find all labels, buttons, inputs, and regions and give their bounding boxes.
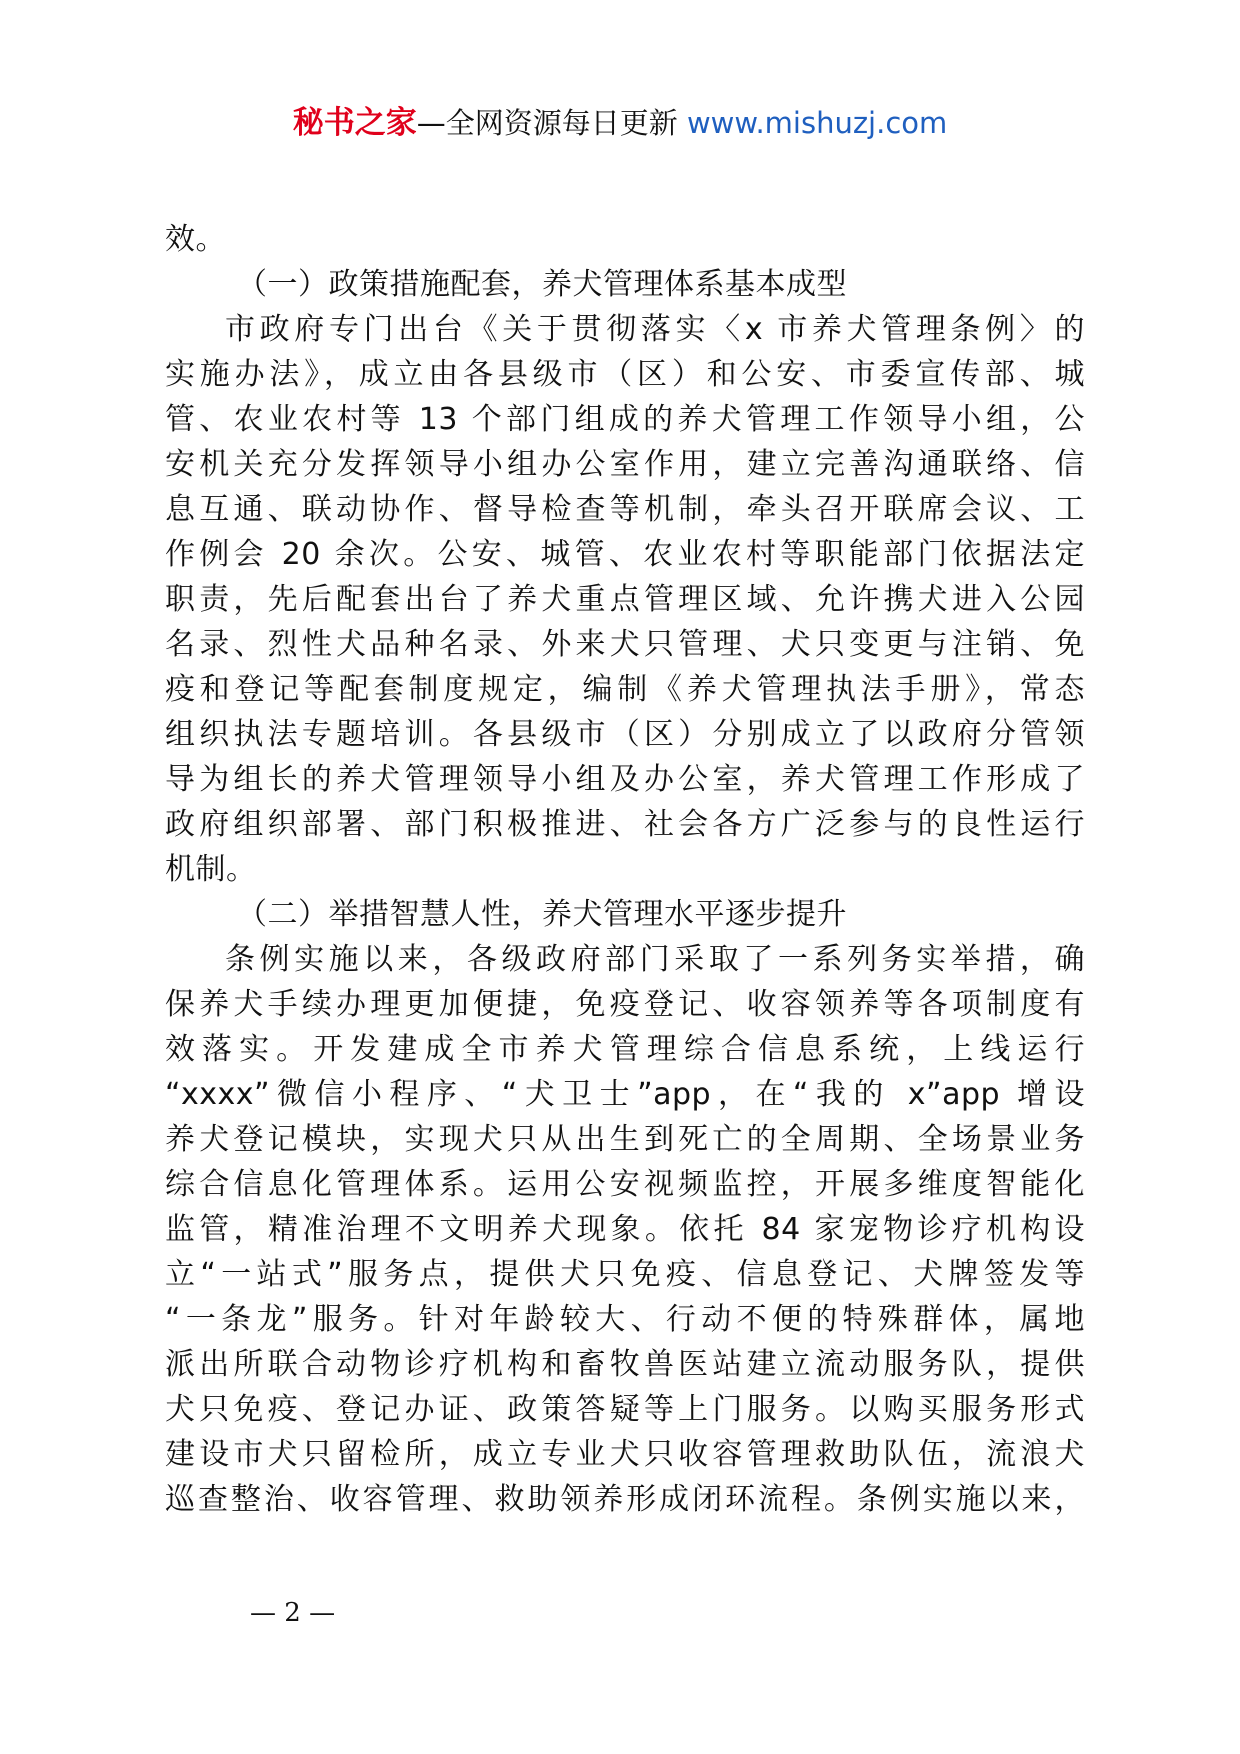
paragraph-line: 职责，先后配套出台了养犬重点管理区域、允许携犬进入公园 (165, 582, 1085, 617)
paragraph-line: 监管，精准治理不文明养犬现象。依托 84 家宠物诊疗机构设 (165, 1212, 1085, 1247)
paragraph-line: 立“一站式”服务点，提供犬只免疫、信息登记、犬牌签发等 (165, 1257, 1085, 1292)
paragraph-line: 息互通、联动协作、督导检查等机制，牵头召开联席会议、工 (165, 492, 1085, 527)
paragraph-line: 机制。 (165, 852, 257, 887)
document-body (165, 217, 1085, 1522)
paragraph-line: 综合信息化管理体系。运用公安视频监控，开展多维度智能化 (165, 1167, 1085, 1202)
paragraph-line: 管、农业农村等 13 个部门组成的养犬管理工作领导小组，公 (165, 402, 1085, 437)
paragraph-line: 犬只免疫、登记办证、政策答疑等上门服务。以购买服务形式 (165, 1392, 1085, 1427)
paragraph-line: 效。 (165, 222, 226, 257)
paragraph-line: 实施办法》，成立由各县级市（区）和公安、市委宣传部、城 (165, 357, 1085, 392)
paragraph-line: 疫和登记等配套制度规定，编制《养犬管理执法手册》，常态 (165, 672, 1085, 707)
paragraph-line: 市政府专门出台《关于贯彻落实〈x 市养犬管理条例〉的 (225, 312, 1085, 347)
header-tagline: —全网资源每日更新 (416, 106, 678, 140)
paragraph-line: “一条龙”服务。针对年龄较大、行动不便的特殊群体，属地 (165, 1302, 1085, 1337)
paragraph-line: 巡查整治、收容管理、救助领养形成闭环流程。条例实施以来， (165, 1482, 1085, 1517)
paragraph-line: “xxxx”微信小程序、“犬卫士”app，在“我的 x”app 增设 (165, 1077, 1085, 1112)
paragraph-line: 条例实施以来，各级政府部门采取了一系列务实举措，确 (225, 942, 1085, 977)
section-heading: （二）举措智慧人性，养犬管理水平逐步提升 (237, 897, 847, 932)
brand-name: 秘书之家 (292, 105, 417, 141)
paragraph-line: 养犬登记模块，实现犬只从出生到死亡的全周期、全场景业务 (165, 1122, 1085, 1157)
paragraph-line: 政府组织部署、部门积极推进、社会各方广泛参与的良性运行 (165, 807, 1085, 842)
paragraph-line: 保养犬手续办理更加便捷，免疫登记、收容领养等各项制度有 (165, 987, 1085, 1022)
paragraph-line: 建设市犬只留检所，成立专业犬只收容管理救助队伍，流浪犬 (165, 1437, 1085, 1472)
paragraph-line: 组织执法专题培训。各县级市（区）分别成立了以政府分管领 (165, 717, 1085, 752)
site-header (0, 100, 1240, 146)
paragraph-line: 导为组长的养犬管理领导小组及办公室，养犬管理工作形成了 (165, 762, 1085, 797)
paragraph-line: 派出所联合动物诊疗机构和畜牧兽医站建立流动服务队，提供 (165, 1347, 1085, 1382)
paragraph-line: 作例会 20 余次。公安、城管、农业农村等职能部门依据法定 (165, 537, 1085, 572)
section-heading: （一）政策措施配套，养犬管理体系基本成型 (237, 267, 847, 302)
paragraph-line: 名录、烈性犬品种名录、外来犬只管理、犬只变更与注销、免 (165, 627, 1085, 662)
paragraph-line: 安机关充分发挥领导小组办公室作用，建立完善沟通联络、信 (165, 447, 1085, 482)
paragraph-line: 效落实。开发建成全市养犬管理综合信息系统，上线运行 (165, 1032, 1085, 1067)
site-url-link[interactable]: www.mishuzj.com (686, 106, 948, 140)
page-number: — 2 — (250, 1598, 336, 1628)
